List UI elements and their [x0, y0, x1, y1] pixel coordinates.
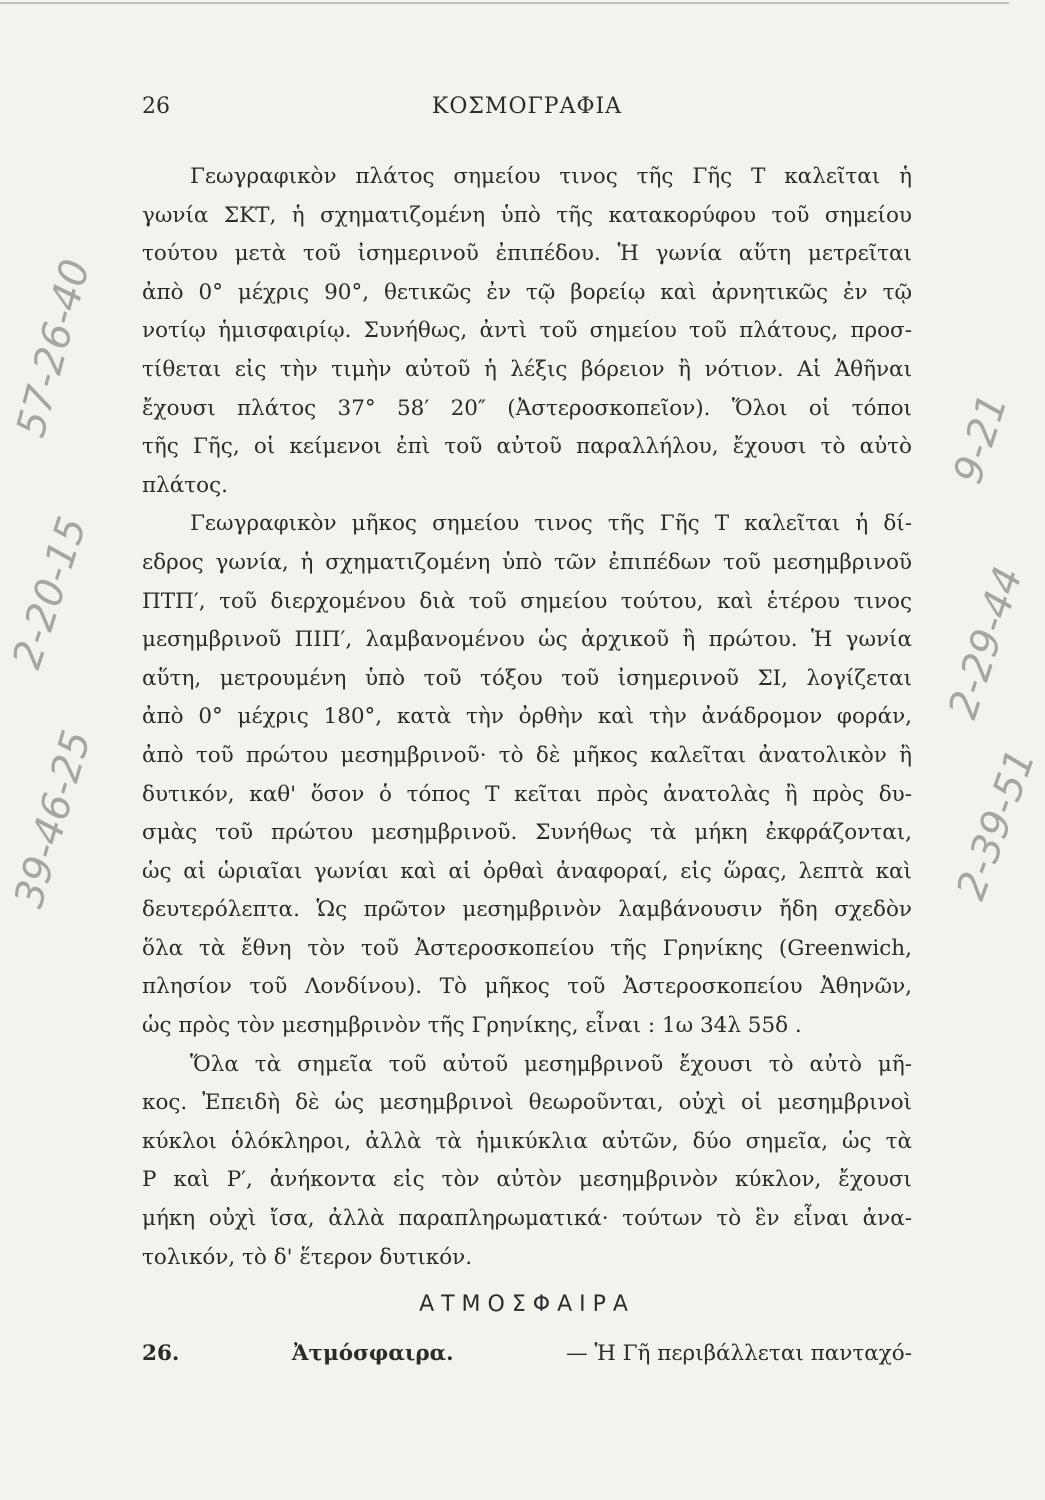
text-line: αὕτη, μετρουμένη ὑπὸ τοῦ τόξου τοῦ ἰσημερινοῦ ΣΙ, λογίζεται [142, 665, 912, 691]
text-line: ἀπὸ 0° μέχρις 90°, θετικῶς ἐν τῷ βορείῳ καὶ ἀρνητικῶς ἐν τῷ [142, 279, 912, 305]
text-line: Γεωγραφικὸν πλάτος σημείου τινος τῆς Γῆς Τ καλεῖται ἡ [190, 164, 912, 189]
margin-note: 2-39-51 [948, 743, 1045, 906]
text-line: ἔχουσι πλάτος 37° 58′ 20″ (Ἀστεροσκοπεῖον). Ὅλοι οἱ τόποι [142, 395, 912, 421]
section-heading: ΑΤΜΟΣΦΑΙΡΑ [419, 1292, 635, 1317]
text-line: πλησίον τοῦ Λονδίνου). Τὸ μῆκος τοῦ Ἀστεροσκοπείου Ἀθηνῶν, [142, 974, 912, 1000]
margin-note: 57-26-40 [8, 254, 100, 442]
text-line: εδρος γωνία, ἡ σχηματιζομένη ὑπὸ τῶν ἐπιπέδων τοῦ μεσημβρινοῦ [142, 549, 912, 575]
section-first-line [142, 1334, 912, 1374]
section-text: — Ἡ Γῆ περιβάλλεται πανταχό- [566, 1341, 912, 1366]
text-line: τῆς Γῆς, οἱ κείμενοι ἐπὶ τοῦ αὐτοῦ παραλλήλου, ἔχουσι τὸ αὐτὸ [142, 434, 912, 460]
text-line: Ρ καὶ Ρ′, ἀνήκοντα εἰς τὸν αὐτὸν μεσημβρινὸν κύκλον, ἔχουσι [142, 1167, 912, 1193]
text-line: κύκλοι ὁλόκληροι, ἀλλὰ τὰ ἡμικύκλια αὐτῶν, δύο σημεῖα, ὡς τὰ [142, 1128, 912, 1154]
paragraph-latitude [142, 158, 912, 505]
running-title: ΚΟΣΜΟΓΡΑΦΙΑ [431, 94, 623, 119]
text-line: τολικόν, τὸ δ' ἕτερον δυτικόν. [142, 1244, 473, 1270]
margin-note: 2-29-44 [940, 561, 1032, 725]
text-line: ἀπὸ 0° μέχρις 180°, κατὰ τὴν ὀρθὴν καὶ τὴν ἀνάδρομον φοράν, [142, 704, 912, 730]
text-line: πλάτος. [142, 472, 228, 498]
text-line: ὡς πρὸς τὸν μεσημβρινὸν τῆς Γρηνίκης, εἶναι : 1ω 34λ 55δ . [142, 1013, 802, 1039]
section-number: 26. [142, 1341, 180, 1366]
text-line: Γεωγραφικὸν μῆκος σημείου τινος τῆς Γῆς Τ καλεῖται ἡ δί- [190, 511, 912, 537]
text-line: τούτου μετὰ τοῦ ἰσημερινοῦ ἐπιπέδου. Ἡ γωνία αὕτη μετρεῖται [142, 241, 912, 267]
page-edge-line [0, 2, 1009, 4]
text-line: δευτερόλεπτα. Ὡς πρῶτον μεσημβρινὸν λαμβάνουσιν ἤδη σχεδὸν [142, 897, 912, 923]
text-line: νοτίῳ ἡμισφαιρίῳ. Συνήθως, ἀντὶ τοῦ σημείου τοῦ πλάτους, προσ- [142, 318, 912, 344]
paragraph-meridian [142, 1046, 912, 1278]
text-line: μεσημβρινοῦ ΠΙΠ′, λαμβανομένου ὡς ἀρχικοῦ ἢ πρώτου. Ἡ γωνία [142, 627, 912, 653]
text-line: Ὅλα τὰ σημεῖα τοῦ αὐτοῦ μεσημβρινοῦ ἔχουσι τὸ αὐτὸ μῆ- [190, 1051, 912, 1077]
text-line: γωνία ΣΚΤ, ἡ σχηματιζομένη ὑπὸ τῆς κατακορύφου τοῦ σημείου [142, 202, 912, 228]
text-line: ὡς αἱ ὡριαῖαι γωνίαι καὶ αἱ ὀρθαὶ ἀναφοραί, εἰς ὥρας, λεπτὰ καὶ [142, 858, 912, 884]
text-line: ὅλα τὰ ἔθνη τὸν τοῦ Ἀστεροσκοπείου τῆς Γρηνίκης (Greenwich, [142, 935, 912, 961]
body-text [142, 158, 912, 1277]
margin-note: 39-46-25 [6, 725, 101, 913]
text-line: ἀπὸ τοῦ πρώτου μεσημβρινοῦ· τὸ δὲ μῆκος καλεῖται ἀνατολικὸν ἢ [142, 742, 912, 768]
text-line: τίθεται εἰς τὴν τιμὴν αὐτοῦ ἡ λέξις βόρειον ἢ νότιον. Αἱ Ἀθῆναι [142, 356, 912, 382]
text-line: ΠΤΠ′, τοῦ διερχομένου διὰ τοῦ σημείου τούτου, καὶ ἑτέρου τινος [142, 588, 912, 614]
page-number: 26 [142, 94, 170, 119]
page-header [142, 94, 912, 134]
paragraph-longitude [142, 505, 912, 1045]
text-line: κος. Ἐπειδὴ δὲ ὡς μεσημβρινοὶ θεωροῦνται, οὐχὶ οἱ μεσημβρινοὶ [142, 1090, 912, 1116]
margin-note: 9-21 [945, 388, 1017, 490]
text-line: μήκη οὐχὶ ἴσα, ἀλλὰ παραπληρωματικά· τούτων τὸ ἓν εἶναι ἀνα- [142, 1206, 912, 1232]
section-term: Ἀτμόσφαιρα. [291, 1341, 454, 1366]
text-line: δυτικόν, καθ' ὅσον ὁ τόπος Τ κεῖται πρὸς ἀνατολὰς ἢ πρὸς δυ- [142, 781, 912, 807]
text-line: σμὰς τοῦ πρώτου μεσημβρινοῦ. Συνήθως τὰ μήκη ἐκφράζονται, [142, 820, 912, 846]
margin-note: 2-20-15 [4, 511, 96, 675]
